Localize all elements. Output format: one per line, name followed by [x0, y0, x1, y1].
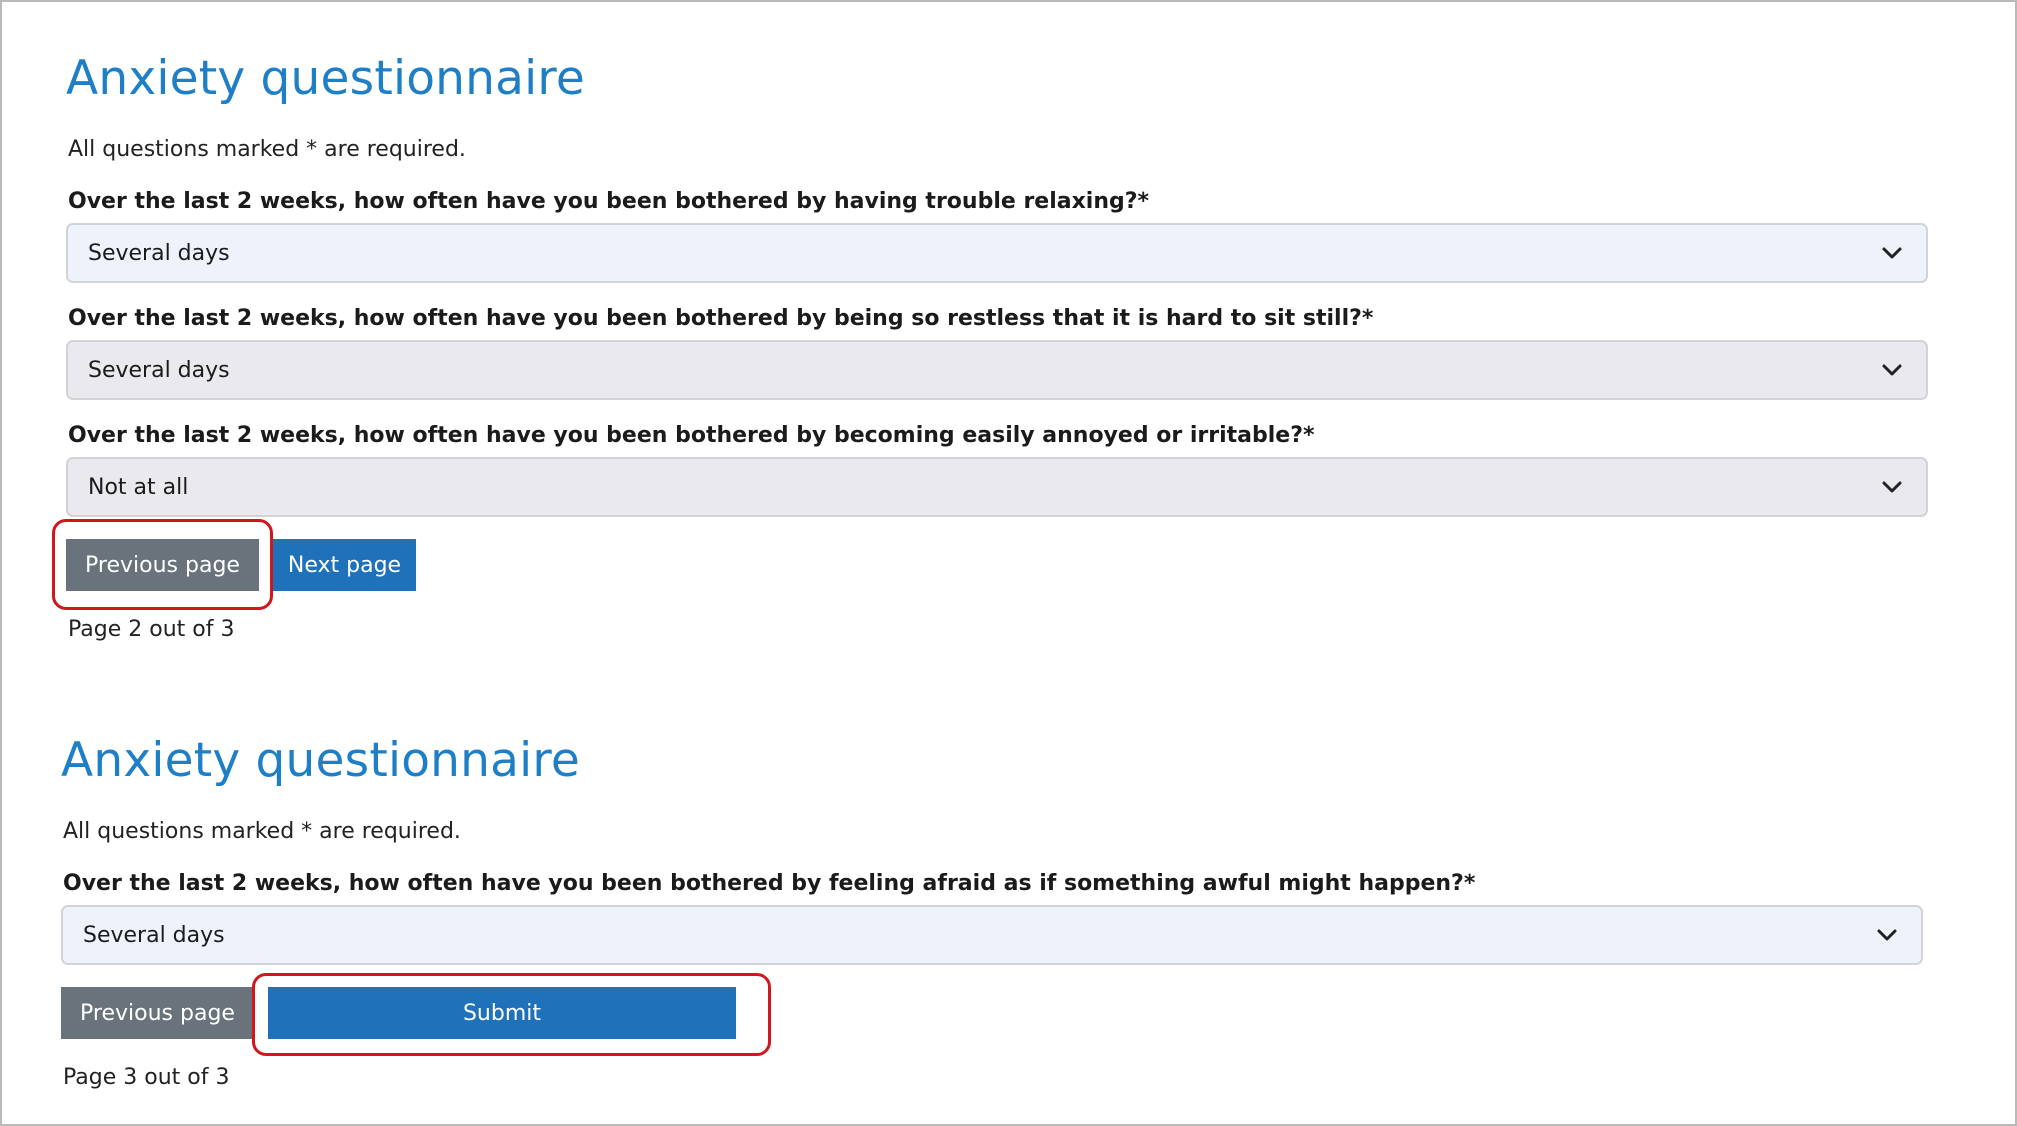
highlight-box [252, 973, 771, 1056]
required-note: All questions marked * are required. [63, 819, 461, 844]
page-title: Anxiety questionnaire [61, 733, 581, 788]
question-label: Over the last 2 weeks, how often have you been bothered by having trouble relaxing?* [68, 189, 1150, 214]
highlight-box [52, 519, 273, 610]
navigation-buttons [61, 987, 1941, 1039]
previous-page-button[interactable]: Previous page [61, 987, 254, 1039]
questionnaire-page-3 [61, 724, 1941, 1093]
page-title: Anxiety questionnaire [66, 51, 586, 106]
questionnaire-page-2 [66, 42, 1946, 645]
selected-value: Not at all [88, 474, 189, 500]
selected-value: Several days [88, 240, 230, 266]
required-note: All questions marked * are required. [68, 137, 466, 162]
answer-select[interactable] [66, 340, 1928, 400]
next-page-button[interactable]: Next page [273, 539, 416, 591]
question-field [66, 421, 1946, 517]
question-label: Over the last 2 weeks, how often have you been bothered by feeling afraid as if something awful might happen?* [63, 871, 1476, 896]
submit-button[interactable]: Submit [268, 987, 736, 1039]
page-indicator: Page 3 out of 3 [63, 1065, 230, 1090]
navigation-buttons [66, 539, 1946, 591]
chevron-down-icon [1875, 923, 1899, 947]
selected-value: Several days [83, 922, 225, 948]
question-field [61, 869, 1941, 965]
answer-select[interactable] [66, 223, 1928, 283]
answer-select[interactable] [61, 905, 1923, 965]
question-label: Over the last 2 weeks, how often have you been bothered by becoming easily annoyed or irritable?* [68, 423, 1315, 448]
selected-value: Several days [88, 357, 230, 383]
chevron-down-icon [1880, 358, 1904, 382]
chevron-down-icon [1880, 241, 1904, 265]
page-indicator: Page 2 out of 3 [68, 617, 235, 642]
chevron-down-icon [1880, 475, 1904, 499]
question-field [66, 187, 1946, 283]
question-field [66, 304, 1946, 400]
previous-page-button[interactable]: Previous page [66, 539, 259, 591]
question-label: Over the last 2 weeks, how often have you been bothered by being so restless that it is hard to sit still?* [68, 306, 1374, 331]
answer-select[interactable] [66, 457, 1928, 517]
